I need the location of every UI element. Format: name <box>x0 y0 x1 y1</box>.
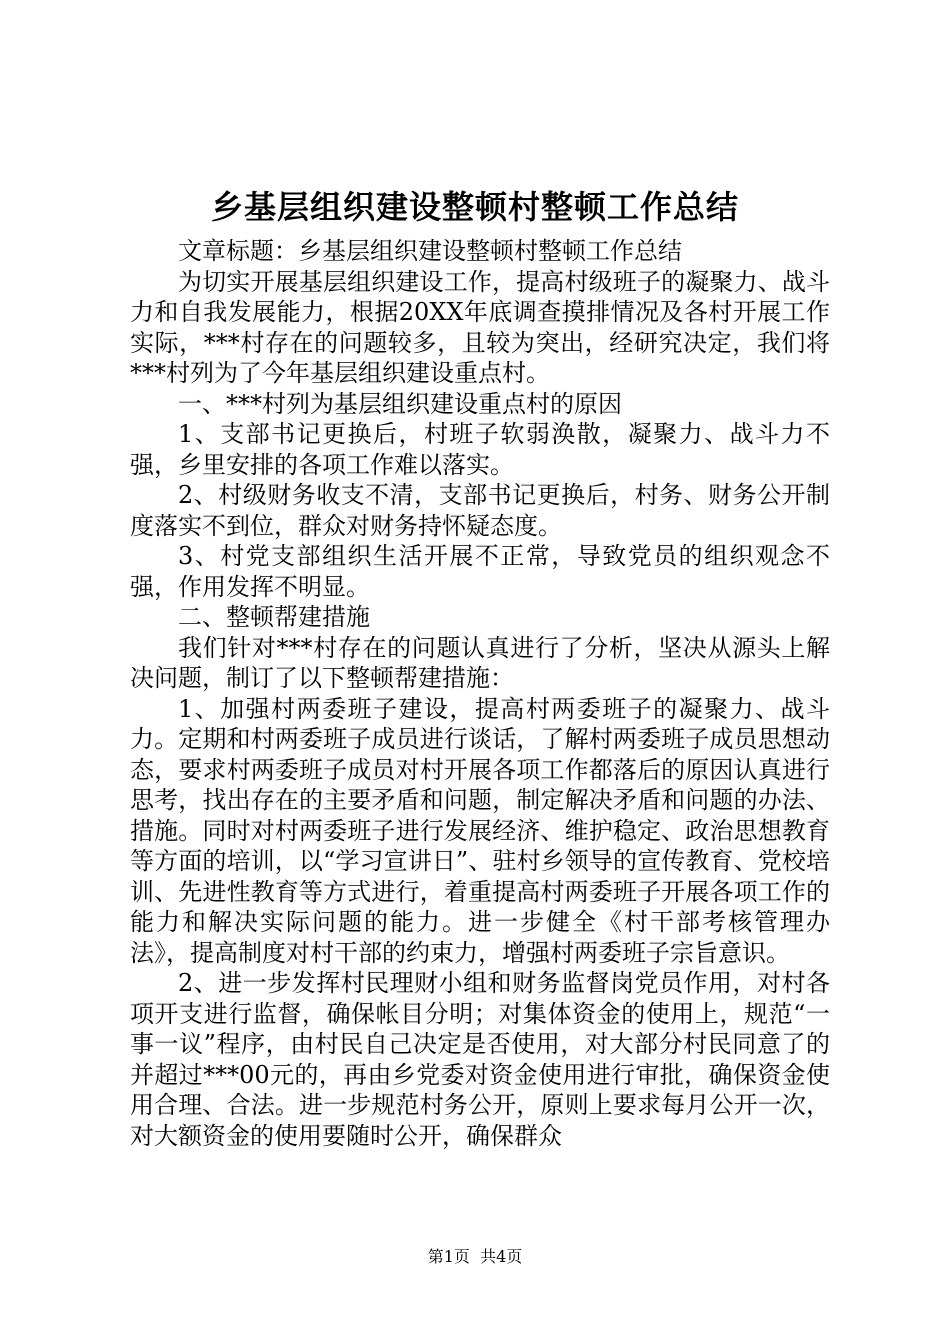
document-title: 乡基层组织建设整顿村整顿工作总结 <box>210 188 739 226</box>
page-number-footer: 第1页 共4页 <box>427 1247 523 1266</box>
document-body <box>130 236 830 1151</box>
section-heading-reasons: 一、***村列为基层组织建设重点村的原因 <box>178 389 622 418</box>
article-title-line: 文章标题：乡基层组织建设整顿村整顿工作总结 <box>178 237 682 265</box>
measure-item-1: 1、加强村两委班子建设，提高村两委班子的凝聚力、战斗力。定期和村两委班子成员进行谈话，了解村两委班子成员思想动态，要求村两委班子成员对村开展各项工作都落后的原因认真进行思考，找出存在的主要矛盾和问题，制定解决矛盾和问题的办法、措施。同时对村两委班子进行发展经济、维护稳定、政治思想教育等方面的培训，以“学习宣讲日”、驻村乡领导的宣传教育、党校培训、先进性教育等方式进行，着重提高村两委班子开展各项工作的能力和解决实际问题的能力。进一步健全《村干部考核管理办法》，提高制度对村干部的约束力，增强村两委班子宗旨意识。 <box>130 694 830 967</box>
intro-paragraph: 为切实开展基层组织建设工作，提高村级班子的凝聚力、战斗力和自我发展能力，根据20XX年底调查摸排情况及各村开展工作实际，***村存在的问题较多，且较为突出，经研究决定，我们将***村列为了今年基层组织建设重点村。 <box>130 267 830 387</box>
reason-item-1: 1、支部书记更换后，村班子软弱涣散，凝聚力、战斗力不强，乡里安排的各项工作难以落实。 <box>130 420 830 479</box>
measures-intro-paragraph: 我们针对***村存在的问题认真进行了分析，坚决从源头上解决问题，制订了以下整顿帮建措施： <box>130 633 830 692</box>
reason-item-2: 2、村级财务收支不清，支部书记更换后，村务、财务公开制度落实不到位，群众对财务持怀疑态度。 <box>130 481 830 540</box>
measure-item-2: 2、进一步发挥村民理财小组和财务监督岗党员作用，对村各项开支进行监督，确保帐目分明；对集体资金的使用上，规范“一事一议”程序，由村民自己决定是否使用，对大部分村民同意了的并超过***00元的，再由乡党委对资金使用进行审批，确保资金使用合理、合法。进一步规范村务公开，原则上要求每月公开一次，对大额资金的使用要随时公开，确保群众 <box>130 969 830 1150</box>
section-heading-measures: 二、整顿帮建措施 <box>178 603 370 631</box>
reason-item-3: 3、村党支部组织生活开展不正常，导致党员的组织观念不强，作用发挥不明显。 <box>130 542 830 601</box>
